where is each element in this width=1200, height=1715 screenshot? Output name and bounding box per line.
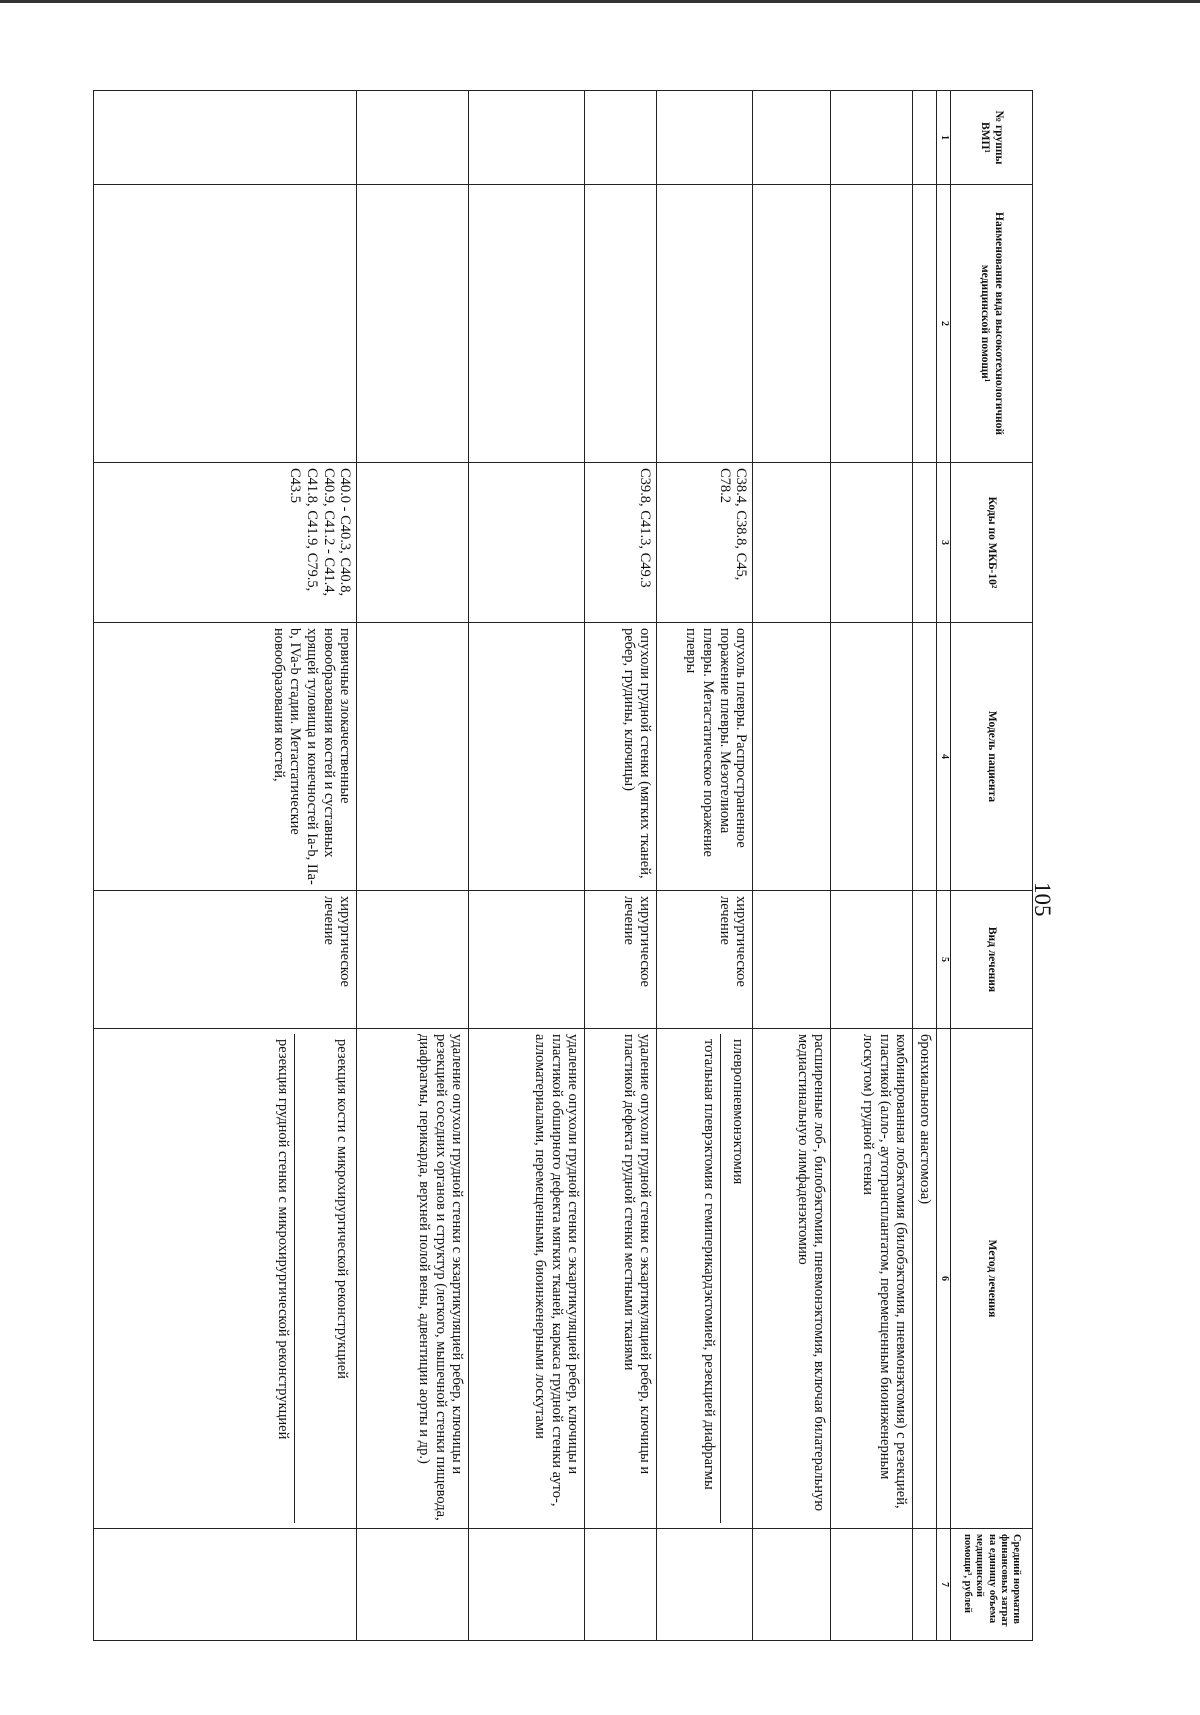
patient-model-cell: первичные злокачественные новообразования костей и суставных хрящей туловища и конечностей Ia-b, IIa-b, IVa-b стадии. Метастатические новообразования костей, — [94, 623, 357, 891]
treatment-type-cell: хирургическое лечение — [585, 891, 657, 1029]
page-number: 105 — [1030, 882, 1055, 917]
method-cell: удаление опухоли грудной стенки с экзартикуляцией ребер, ключицы и пластикой обширного дефекта мягких тканей, каркаса грудной стенки ауто-, алломатериалами, перемещенными, биоинженерными лоскутами — [469, 1029, 585, 1529]
table-row — [831, 91, 913, 1641]
column-number: 6 — [937, 1029, 951, 1529]
method-item: плевропневмонэктомия — [720, 1034, 749, 1523]
table-row — [585, 91, 657, 1641]
table-row — [469, 91, 585, 1641]
method-cell: расширенные лоб-, билобэктомии, пневмонэктомия, включая билатеральную медиастинальную лимфаденэктомию — [753, 1029, 831, 1529]
icd-codes-cell: C39.8, C41.3, C49.3 — [585, 463, 657, 623]
table-frame — [93, 90, 1033, 1640]
treatment-type-cell: хирургическое лечение — [94, 891, 357, 1029]
method-cell: бронхиального анастомоза) — [913, 1029, 937, 1529]
header-financial-norm: Средний норматив финансовых затрат на единицу объема медицинской помощи³, рублей — [951, 1529, 1033, 1641]
patient-model-cell: опухоли грудной стенки (мягких тканей, ребер, грудины, ключицы) — [585, 623, 657, 891]
column-number: 5 — [937, 891, 951, 1029]
header-patient-model: Модель пациента — [951, 623, 1033, 891]
column-number: 3 — [937, 463, 951, 623]
table-row — [94, 91, 357, 1641]
method-cell: удаление опухоли грудной стенки с экзартикуляцией ребер, ключицы и пластикой дефекта грудной стенки местными тканями — [585, 1029, 657, 1529]
method-cell — [94, 1029, 357, 1529]
table-row — [753, 91, 831, 1641]
header-treatment-method: Метод лечения — [951, 1029, 1033, 1529]
column-number: 4 — [937, 623, 951, 891]
header-icd-codes: Коды по МКБ-10² — [951, 463, 1033, 623]
table-row — [657, 91, 753, 1641]
treatment-type-cell: хирургическое лечение — [657, 891, 753, 1029]
method-cell — [657, 1029, 753, 1529]
patient-model-cell: опухоль плевры. Распространенное поражение плевры. Мезотелиома плевры. Метастатическое поражение плевры — [657, 623, 753, 891]
method-cell: удаление опухоли грудной стенки с экзартикуляцией ребер, ключицы и резекцией соседних органов и структур (легкого, мышечной стенки пищевода, диафрагмы, перикарда, верхней полой вены, адвентиции аорты и др.) — [357, 1029, 469, 1529]
column-number: 2 — [937, 185, 951, 463]
column-number: 7 — [937, 1529, 951, 1641]
vmp-table — [93, 90, 1033, 1641]
table-row — [357, 91, 469, 1641]
header-row — [951, 91, 1033, 1641]
column-number-row — [937, 91, 951, 1641]
header-vmp-name: Наименование вида высокотехнологичной медицинской помощи¹ — [951, 185, 1033, 463]
method-item: резекция кости с микрохирургической реконструкцией — [294, 1034, 353, 1523]
icd-codes-cell: C38.4, C38.8, C45, C78.2 — [657, 463, 753, 623]
method-item: тотальная плеврэктомия с гемиперикардэктомией, резекцией диафрагмы — [701, 1039, 718, 1490]
method-item: резекция грудной стенки с микрохирургической реконструкцией — [275, 1039, 292, 1440]
icd-codes-cell: C40.0 - C40.3, C40.8, C40.9, C41.2 - C41.4, C41.8, C41.9, C79.5, C43.5 — [94, 463, 357, 623]
table-row — [913, 91, 937, 1641]
header-group-number: № группы ВМП¹ — [951, 91, 1033, 185]
column-number: 1 — [937, 91, 951, 185]
header-treatment-type: Вид лечения — [951, 891, 1033, 1029]
method-cell: комбинированная лобэктомия (билобэктомия, пневмонэктомия) с резекцией, пластикой (алло-, аутотрансплантатом, перемещенным биоинженерным лоскутом) грудной стенки — [831, 1029, 913, 1529]
scan-top-edge — [0, 0, 1200, 3]
